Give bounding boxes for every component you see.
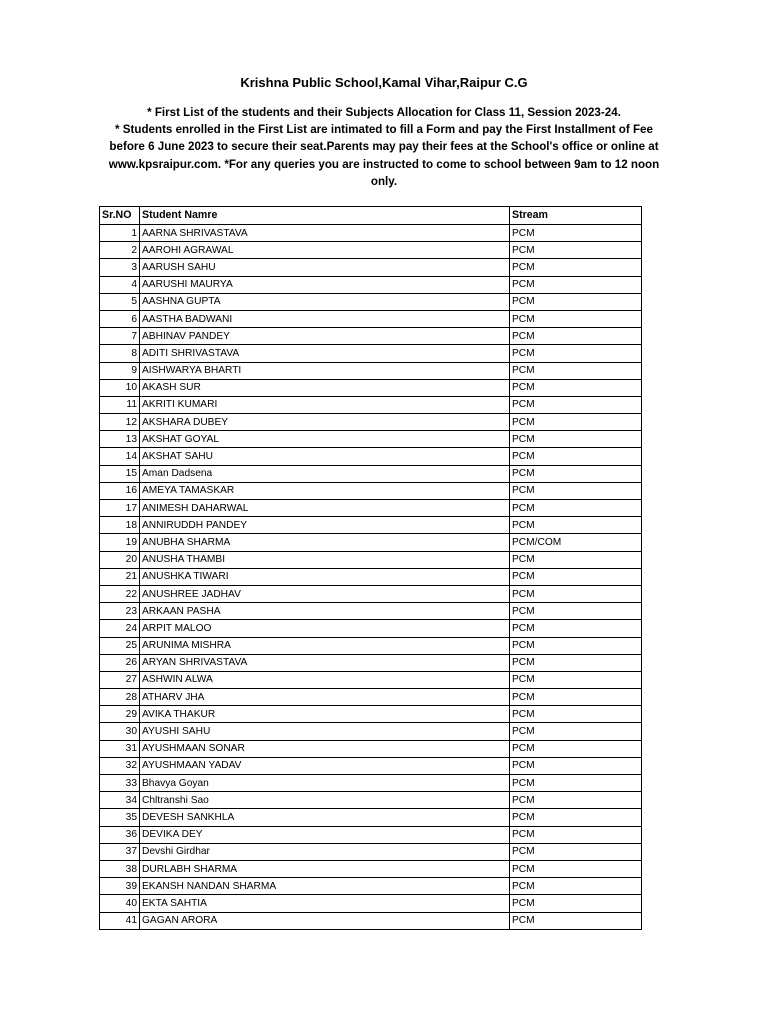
table-row <box>100 379 642 396</box>
student-name-cell: AASTHA BADWANI <box>140 310 510 327</box>
stream-cell: PCM <box>510 792 642 809</box>
stream-cell: PCM <box>510 448 642 465</box>
sr-no-cell: 33 <box>100 775 140 792</box>
sr-no-cell: 36 <box>100 826 140 843</box>
stream-cell: PCM <box>510 912 642 929</box>
stream-cell: PCM <box>510 723 642 740</box>
stream-cell: PCM <box>510 860 642 877</box>
stream-cell: PCM/COM <box>510 534 642 551</box>
table-row <box>100 809 642 826</box>
sr-no-cell: 16 <box>100 482 140 499</box>
table-row <box>100 637 642 654</box>
table-row <box>100 757 642 774</box>
sr-no-cell: 22 <box>100 585 140 602</box>
table-row <box>100 276 642 293</box>
table-row <box>100 585 642 602</box>
student-name-cell: GAGAN ARORA <box>140 912 510 929</box>
table-row <box>100 706 642 723</box>
student-list-table <box>99 206 642 930</box>
sr-no-cell: 35 <box>100 809 140 826</box>
sr-no-cell: 24 <box>100 620 140 637</box>
student-name-cell: AYUSHI SAHU <box>140 723 510 740</box>
sr-no-cell: 11 <box>100 396 140 413</box>
table-row <box>100 500 642 517</box>
table-row <box>100 723 642 740</box>
stream-cell: PCM <box>510 637 642 654</box>
student-name-cell: AYUSHMAAN SONAR <box>140 740 510 757</box>
notice-line: before 6 June 2023 to secure their seat.Parents may pay their fees at the School's office or online at <box>109 140 659 154</box>
sr-no-cell: 31 <box>100 740 140 757</box>
stream-cell: PCM <box>510 482 642 499</box>
student-name-cell: AARUSH SAHU <box>140 259 510 276</box>
sr-no-cell: 39 <box>100 878 140 895</box>
table-row <box>100 792 642 809</box>
student-name-cell: Bhavya Goyan <box>140 775 510 792</box>
table-row <box>100 448 642 465</box>
table-row <box>100 843 642 860</box>
table-row <box>100 396 642 413</box>
stream-cell: PCM <box>510 809 642 826</box>
stream-cell: PCM <box>510 551 642 568</box>
student-name-cell: AVIKA THAKUR <box>140 706 510 723</box>
student-name-cell: DEVIKA DEY <box>140 826 510 843</box>
stream-cell: PCM <box>510 276 642 293</box>
column-header-sr-no: Sr.NO <box>100 207 140 225</box>
sr-no-cell: 5 <box>100 293 140 310</box>
sr-no-cell: 28 <box>100 689 140 706</box>
student-name-cell: AKSHAT GOYAL <box>140 431 510 448</box>
student-name-cell: ARPIT MALOO <box>140 620 510 637</box>
stream-cell: PCM <box>510 310 642 327</box>
stream-cell: PCM <box>510 878 642 895</box>
student-name-cell: AKASH SUR <box>140 379 510 396</box>
student-name-cell: ANUSHREE JADHAV <box>140 585 510 602</box>
sr-no-cell: 10 <box>100 379 140 396</box>
sr-no-cell: 17 <box>100 500 140 517</box>
stream-cell: PCM <box>510 225 642 242</box>
table-row <box>100 826 642 843</box>
stream-cell: PCM <box>510 379 642 396</box>
student-name-cell: ARUNIMA MISHRA <box>140 637 510 654</box>
sr-no-cell: 34 <box>100 792 140 809</box>
sr-no-cell: 26 <box>100 654 140 671</box>
stream-cell: PCM <box>510 517 642 534</box>
sr-no-cell: 8 <box>100 345 140 362</box>
stream-cell: PCM <box>510 293 642 310</box>
sr-no-cell: 2 <box>100 242 140 259</box>
stream-cell: PCM <box>510 328 642 345</box>
sr-no-cell: 9 <box>100 362 140 379</box>
table-row <box>100 259 642 276</box>
table-row <box>100 517 642 534</box>
table-row <box>100 431 642 448</box>
stream-cell: PCM <box>510 362 642 379</box>
stream-cell: PCM <box>510 465 642 482</box>
table-row <box>100 465 642 482</box>
notice-text <box>96 104 672 190</box>
student-name-cell: ARYAN SHRIVASTAVA <box>140 654 510 671</box>
student-name-cell: DURLABH SHARMA <box>140 860 510 877</box>
student-name-cell: ANIMESH DAHARWAL <box>140 500 510 517</box>
student-name-cell: AYUSHMAAN YADAV <box>140 757 510 774</box>
sr-no-cell: 30 <box>100 723 140 740</box>
student-name-cell: ABHINAV PANDEY <box>140 328 510 345</box>
sr-no-cell: 21 <box>100 568 140 585</box>
table-header <box>100 207 642 225</box>
sr-no-cell: 32 <box>100 757 140 774</box>
student-name-cell: AASHNA GUPTA <box>140 293 510 310</box>
stream-cell: PCM <box>510 671 642 688</box>
sr-no-cell: 20 <box>100 551 140 568</box>
student-name-cell: ANUSHA THAMBI <box>140 551 510 568</box>
student-name-cell: AAROHI AGRAWAL <box>140 242 510 259</box>
table-body <box>100 225 642 930</box>
sr-no-cell: 29 <box>100 706 140 723</box>
table-row <box>100 482 642 499</box>
sr-no-cell: 3 <box>100 259 140 276</box>
table-row <box>100 912 642 929</box>
stream-cell: PCM <box>510 654 642 671</box>
table-row <box>100 603 642 620</box>
stream-cell: PCM <box>510 775 642 792</box>
student-name-cell: ARKAAN PASHA <box>140 603 510 620</box>
table-row <box>100 671 642 688</box>
sr-no-cell: 19 <box>100 534 140 551</box>
stream-cell: PCM <box>510 689 642 706</box>
stream-cell: PCM <box>510 431 642 448</box>
sr-no-cell: 27 <box>100 671 140 688</box>
stream-cell: PCM <box>510 706 642 723</box>
sr-no-cell: 13 <box>100 431 140 448</box>
table-row <box>100 293 642 310</box>
stream-cell: PCM <box>510 740 642 757</box>
sr-no-cell: 14 <box>100 448 140 465</box>
stream-cell: PCM <box>510 242 642 259</box>
table-row <box>100 551 642 568</box>
notice-line: only. <box>370 174 398 188</box>
table-row <box>100 654 642 671</box>
sr-no-cell: 41 <box>100 912 140 929</box>
sr-no-cell: 37 <box>100 843 140 860</box>
student-name-cell: ASHWIN ALWA <box>140 671 510 688</box>
sr-no-cell: 4 <box>100 276 140 293</box>
notice-line: * First List of the students and their Subjects Allocation for Class 11, Session 2023-24. <box>147 106 621 119</box>
table-row <box>100 362 642 379</box>
student-name-cell: AKRITI KUMARI <box>140 396 510 413</box>
table-row <box>100 860 642 877</box>
sr-no-cell: 38 <box>100 860 140 877</box>
sr-no-cell: 23 <box>100 603 140 620</box>
student-name-cell: AARNA SHRIVASTAVA <box>140 225 510 242</box>
sr-no-cell: 12 <box>100 414 140 431</box>
column-header-stream: Stream <box>510 207 642 225</box>
table-row <box>100 878 642 895</box>
student-name-cell: AARUSHI MAURYA <box>140 276 510 293</box>
table-row <box>100 895 642 912</box>
sr-no-cell: 18 <box>100 517 140 534</box>
stream-cell: PCM <box>510 345 642 362</box>
student-name-cell: DEVESH SANKHLA <box>140 809 510 826</box>
stream-cell: PCM <box>510 500 642 517</box>
student-name-cell: AKSHARA DUBEY <box>140 414 510 431</box>
table-row <box>100 225 642 242</box>
notice-line: www.kpsraipur.com. *For any queries you are instructed to come to school between 9am to 12 noon <box>108 157 660 171</box>
notice-line: * Students enrolled in the First List are intimated to fill a Form and pay the First Installment of Fee <box>115 123 653 137</box>
sr-no-cell: 15 <box>100 465 140 482</box>
stream-cell: PCM <box>510 396 642 413</box>
student-name-cell: ANUSHKA TIWARI <box>140 568 510 585</box>
stream-cell: PCM <box>510 843 642 860</box>
table-row <box>100 620 642 637</box>
sr-no-cell: 25 <box>100 637 140 654</box>
stream-cell: PCM <box>510 568 642 585</box>
table-row <box>100 740 642 757</box>
stream-cell: PCM <box>510 757 642 774</box>
student-name-cell: Devshi Girdhar <box>140 843 510 860</box>
student-name-cell: EKANSH NANDAN SHARMA <box>140 878 510 895</box>
table-row <box>100 345 642 362</box>
table-row <box>100 310 642 327</box>
student-name-cell: ATHARV JHA <box>140 689 510 706</box>
student-name-cell: Aman Dadsena <box>140 465 510 482</box>
stream-cell: PCM <box>510 259 642 276</box>
table-row <box>100 242 642 259</box>
student-name-cell: ANNIRUDDH PANDEY <box>140 517 510 534</box>
stream-cell: PCM <box>510 414 642 431</box>
sr-no-cell: 40 <box>100 895 140 912</box>
sr-no-cell: 7 <box>100 328 140 345</box>
header-row <box>100 207 642 225</box>
stream-cell: PCM <box>510 895 642 912</box>
table-row <box>100 775 642 792</box>
table-row <box>100 689 642 706</box>
table-row <box>100 328 642 345</box>
table-row <box>100 534 642 551</box>
stream-cell: PCM <box>510 585 642 602</box>
student-name-cell: Chltranshi Sao <box>140 792 510 809</box>
student-name-cell: ADITI SHRIVASTAVA <box>140 345 510 362</box>
stream-cell: PCM <box>510 620 642 637</box>
sr-no-cell: 6 <box>100 310 140 327</box>
stream-cell: PCM <box>510 826 642 843</box>
student-name-cell: ANUBHA SHARMA <box>140 534 510 551</box>
table-row <box>100 568 642 585</box>
student-name-cell: EKTA SAHTIA <box>140 895 510 912</box>
school-title: Krishna Public School,Kamal Vihar,Raipur C.G <box>240 75 528 90</box>
stream-cell: PCM <box>510 603 642 620</box>
student-name-cell: AMEYA TAMASKAR <box>140 482 510 499</box>
student-name-cell: AISHWARYA BHARTI <box>140 362 510 379</box>
sr-no-cell: 1 <box>100 225 140 242</box>
student-name-cell: AKSHAT SAHU <box>140 448 510 465</box>
column-header-student-name: Student Namre <box>140 207 510 225</box>
table-row <box>100 414 642 431</box>
